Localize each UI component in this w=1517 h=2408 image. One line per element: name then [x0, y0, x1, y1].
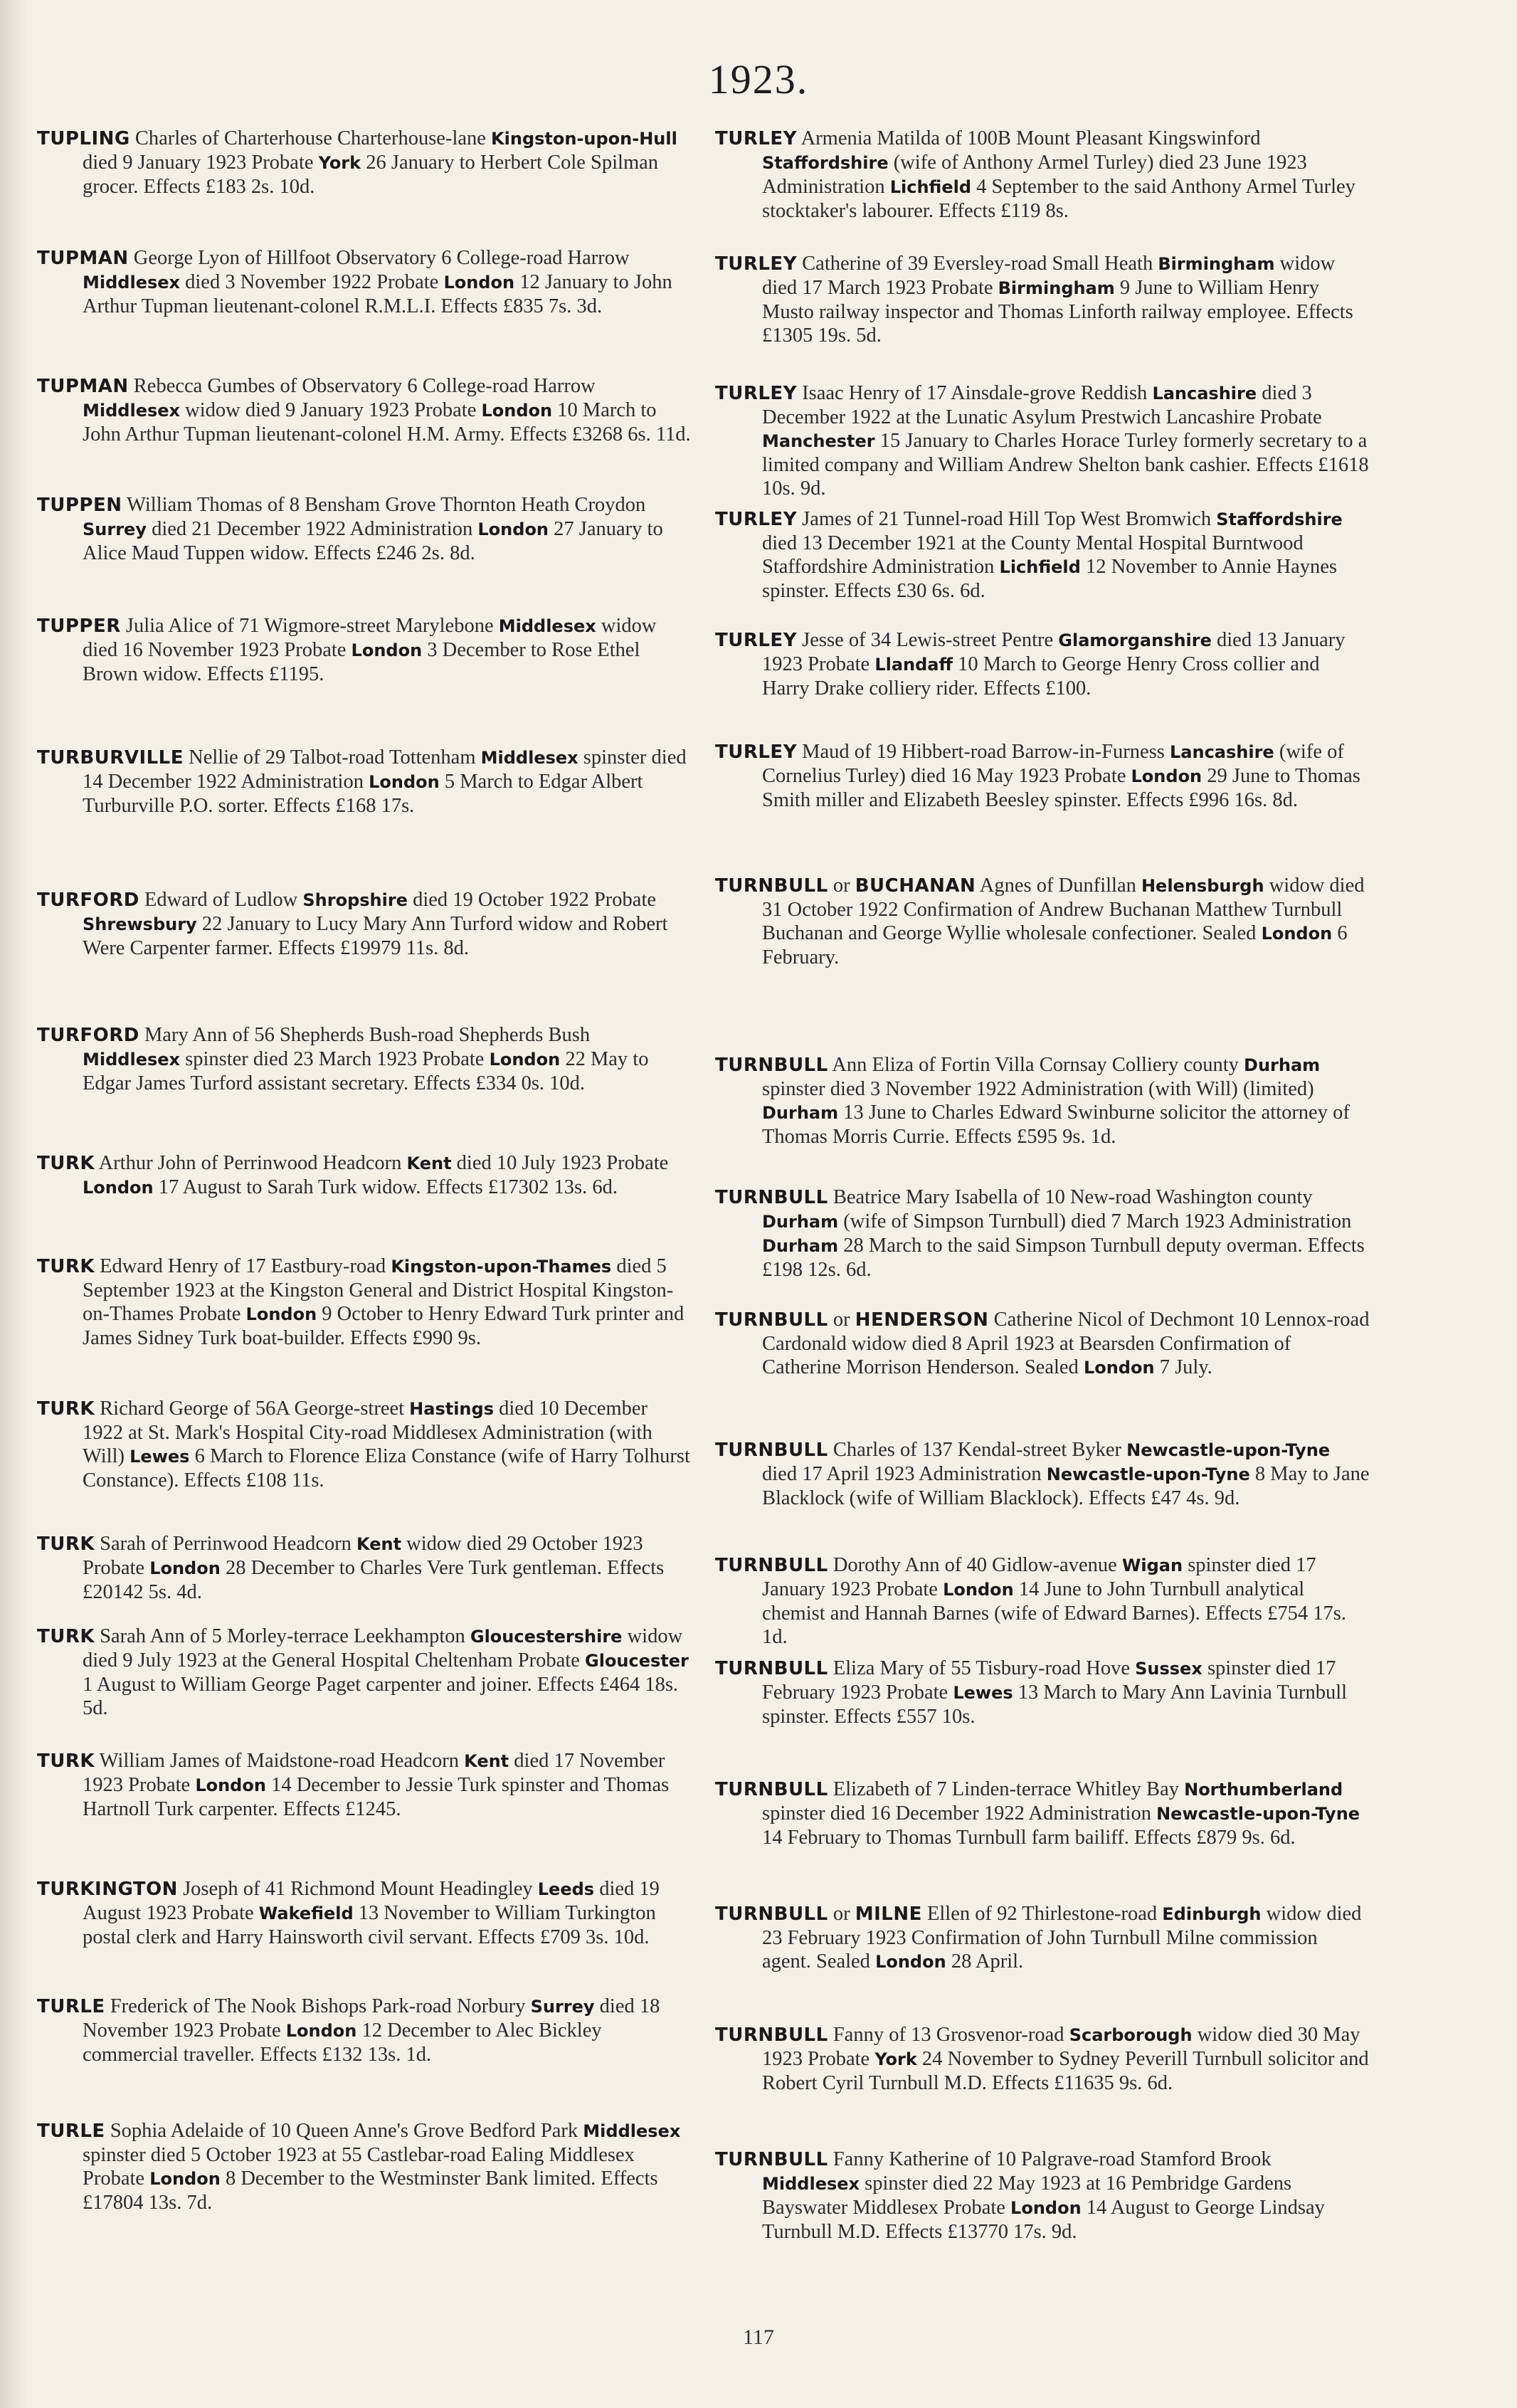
entry-place: London — [149, 1558, 221, 1578]
entry-place: Staffordshire — [762, 153, 889, 173]
entry-text: spinster died 16 December 1922 Administration — [762, 1802, 1157, 1825]
entry-text: 6 February. — [762, 922, 1348, 968]
entry-surname: TURLEY — [715, 253, 798, 275]
entry-place: Newcastle-upon-Tyne — [1126, 1440, 1331, 1460]
entry-place: Shropshire — [302, 890, 408, 910]
entry-place: London — [1010, 2198, 1082, 2218]
entry-text: died 9 January 1923 Probate — [83, 152, 319, 174]
probate-entry — [37, 1532, 692, 1604]
entry-text: 10 March to George Henry Cross collier and Harry Drake colliery rider. Effects £100. — [762, 653, 1320, 699]
entry-text: widow died 30 May 1923 Probate — [762, 2024, 1360, 2070]
probate-entry — [37, 1255, 692, 1350]
entry-text: Eliza Mary of 55 Tisbury-road Hove — [832, 1657, 1136, 1679]
entry-place: Wakefield — [258, 1903, 354, 1923]
entry-surname: TURNBULL — [715, 1903, 828, 1925]
probate-entry — [715, 1438, 1370, 1510]
probate-entry — [715, 1185, 1370, 1282]
entry-surname: TURLEY — [715, 128, 798, 149]
entry-text: died 3 December 1922 at the Lunatic Asylum Prestwich Lancashire Probate — [762, 382, 1322, 428]
probate-entry — [37, 374, 692, 446]
entry-place: Newcastle-upon-Tyne — [1046, 1464, 1250, 1484]
entry-surname: TURNBULL — [715, 1055, 828, 1076]
entry-surname: TURNBULL — [715, 1309, 828, 1331]
entry-place: Llandaff — [874, 655, 953, 675]
entry-place: London — [943, 1580, 1014, 1600]
entry-alias-surname: HENDERSON — [855, 1309, 989, 1331]
entry-surname: TUPLING — [37, 128, 130, 149]
entry-surname: TURK — [37, 1750, 95, 1772]
entry-text: William Thomas of 8 Bensham Grove Thornton Heath Croydon — [127, 494, 646, 516]
entry-surname: TURKINGTON — [37, 1879, 178, 1900]
entry-text: 12 January to John Arthur Tupman lieutenant-colonel R.M.L.I. Effects £835 7s. 3d. — [83, 271, 672, 317]
entry-place: Lewes — [953, 1683, 1013, 1703]
entry-place: Surrey — [530, 1997, 595, 2017]
entry-place: Kingston-upon-Hull — [491, 129, 677, 149]
probate-entry — [37, 1749, 692, 1821]
entry-text: widow died 29 October 1923 Probate — [83, 1533, 643, 1579]
entry-text: widow died 9 January 1923 Probate — [180, 399, 482, 421]
entry-text: widow died 16 November 1923 Probate — [83, 615, 657, 661]
entry-place: London — [83, 1178, 154, 1198]
entry-text: Mary Ann of 56 Shepherds Bush-road Shepherds Bush — [144, 1024, 591, 1046]
entry-place: Gloucestershire — [470, 1627, 623, 1647]
entry-surname: TURK — [37, 1533, 95, 1555]
entry-place: London — [369, 772, 440, 792]
entry-text: 14 December to Jessie Turk spinster and Thomas Hartnoll Turk carpenter. Effects £1245. — [83, 1774, 670, 1820]
probate-entry — [715, 2023, 1370, 2095]
probate-entry — [37, 1877, 692, 1949]
entry-text: 14 June to John Turnbull analytical chemist and Hannah Barnes (wife of Edward Barnes). Effects £754 17s. 1d. — [762, 1578, 1346, 1648]
entry-surname: TURK — [37, 1256, 95, 1277]
entry-surname: TURK — [37, 1153, 95, 1174]
entry-surname: TUPPEN — [37, 495, 122, 516]
entry-text: 22 January to Lucy Mary Ann Turford widow and Robert Were Carpenter farmer. Effects £19979 11s. 8d. — [83, 913, 668, 959]
entry-text: Charles of 137 Kendal-street Byker — [832, 1439, 1127, 1461]
entry-place: Lichfield — [889, 177, 972, 197]
entry-text: spinster died 14 December 1922 Administration — [83, 746, 687, 793]
entry-text: spinster died 17 January 1923 Probate — [762, 1554, 1316, 1600]
entry-surname: TURK — [37, 1626, 95, 1647]
entry-text: widow died 17 March 1923 Probate — [762, 253, 1336, 299]
entry-place: Kingston-upon-Thames — [391, 1257, 612, 1277]
probate-entry — [37, 127, 692, 199]
entry-text: Ellen of 92 Thirlestone-road — [921, 1903, 1163, 1925]
entry-text: Maud of 19 Hibbert-road Barrow-in-Furness — [802, 741, 1170, 763]
probate-entry — [715, 127, 1370, 223]
entry-place: Birmingham — [998, 278, 1115, 298]
probate-entry — [715, 1053, 1370, 1148]
entry-text: 13 March to Mary Ann Lavinia Turnbull spinster. Effects £557 10s. — [762, 1681, 1348, 1728]
entry-surname: TUPPER — [37, 616, 121, 637]
entry-text: James of 21 Tunnel-road Hill Top West Bromwich — [802, 508, 1217, 530]
entry-text: 13 November to William Turkington postal clerk and Harry Hainsworth civil servant. Effects £709 3s. 10d. — [83, 1902, 656, 1948]
entry-surname: TURNBULL — [715, 1658, 828, 1679]
entry-surname: TUPMAN — [37, 376, 129, 397]
entry-place: London — [477, 519, 549, 539]
entry-text: or — [832, 1903, 855, 1925]
entry-text: Agnes of Dunfillan — [976, 875, 1141, 897]
entry-place: Gloucester — [585, 1651, 689, 1671]
entry-surname: TURFORD — [37, 1025, 139, 1046]
entry-place: Durham — [762, 1103, 839, 1123]
entry-text: 6 March to Florence Eliza Constance (wife of Harry Tolhurst Constance). Effects £108 11s. — [83, 1445, 690, 1491]
entry-text: 12 December to Alec Bickley commercial traveller. Effects £132 13s. 1d. — [83, 2019, 602, 2066]
entry-place: Surrey — [83, 519, 147, 539]
entry-text: died 13 January 1923 Probate — [762, 629, 1346, 675]
page-edge-shadow — [0, 0, 27, 2408]
entry-text: Elizabeth of 7 Linden-terrace Whitley Bay — [832, 1778, 1185, 1800]
entry-text: 28 March to the said Simpson Turnbull deputy overman. Effects £198 12s. 6d. — [762, 1235, 1365, 1281]
probate-entry — [37, 246, 692, 318]
entry-surname: TURLE — [37, 1996, 105, 2017]
entry-place: Middlesex — [83, 401, 181, 421]
probate-entry — [715, 740, 1370, 812]
entry-surname: TURNBULL — [715, 875, 828, 897]
entry-place: Kent — [464, 1751, 509, 1771]
entry-place: London — [1261, 924, 1333, 944]
entry-text: Sarah of Perrinwood Headcorn — [100, 1533, 357, 1555]
entry-text: 3 December to Rose Ethel Brown widow. Effects £1195. — [83, 639, 640, 685]
entry-place: London — [1083, 1358, 1155, 1378]
entry-surname: TURNBULL — [715, 1555, 828, 1576]
entry-text: Ann Eliza of Fortin Villa Cornsay Colliery county — [832, 1054, 1244, 1076]
entry-place: Manchester — [762, 431, 875, 451]
entry-text: (wife of Cornelius Turley) died 16 May 1923 Probate — [762, 741, 1344, 787]
entry-text: died 17 April 1923 Administration — [762, 1463, 1047, 1485]
entry-place: London — [1131, 766, 1202, 786]
entry-place: Middlesex — [498, 616, 596, 636]
entry-alias-surname: BUCHANAN — [855, 875, 976, 897]
entry-place: Durham — [762, 1212, 839, 1232]
entry-surname: TURBURVILLE — [37, 747, 184, 769]
entry-text: 5 March to Edgar Albert Turburville P.O. sorter. Effects £168 17s. — [83, 771, 643, 817]
entry-text: Catherine of 39 Eversley-road Small Heath — [802, 253, 1158, 275]
entry-text: Fanny Katherine of 10 Palgrave-road Stamford Brook — [832, 2148, 1272, 2170]
entry-text: 8 December to the Westminster Bank limited. Effects £17804 13s. 7d. — [83, 2167, 658, 2214]
entry-text: Fanny of 13 Grosvenor-road — [832, 2024, 1069, 2046]
entry-text: 27 January to Alice Maud Tuppen widow. Effects £246 2s. 8d. — [83, 518, 663, 564]
entry-text: widow died 23 February 1923 Confirmation of John Turnbull Milne commission agent. Sealed — [762, 1903, 1362, 1973]
entry-text: 29 June to Thomas Smith miller and Elizabeth Beesley spinster. Effects £996 16s. 8d. — [762, 765, 1360, 811]
entry-text: died 19 October 1922 Probate — [407, 889, 657, 911]
entry-text: spinster died 23 March 1923 Probate — [180, 1048, 490, 1070]
entry-text: Edward of Ludlow — [144, 889, 303, 911]
entry-text: 28 April. — [946, 1950, 1024, 1973]
probate-entry — [715, 628, 1370, 700]
entry-place: London — [443, 273, 515, 292]
probate-entry — [715, 1778, 1370, 1849]
entry-text: 7 July. — [1154, 1356, 1212, 1378]
entry-text: Charles of Charterhouse Charterhouse-lane — [134, 127, 492, 149]
entry-place: London — [195, 1775, 266, 1795]
entry-text: 9 October to Henry Edward Turk printer and James Sidney Turk boat-builder. Effects £990 9s. — [83, 1303, 684, 1349]
entry-surname: TURNBULL — [715, 1779, 828, 1800]
entry-text: Armenia Matilda of 100B Mount Pleasant Kingswinford — [800, 127, 1261, 149]
entry-place: Leeds — [537, 1879, 595, 1899]
entry-text: 17 August to Sarah Turk widow. Effects £17302 13s. 6d. — [153, 1176, 618, 1198]
entry-place: London — [489, 1050, 561, 1070]
entry-text: 14 February to Thomas Turnbull farm bailiff. Effects £879 9s. 6d. — [762, 1827, 1296, 1849]
entry-text: spinster died 3 November 1922 Administration (with Will) (limited) — [762, 1078, 1314, 1100]
entry-text: died 10 December 1922 at St. Mark's Hospital City-road Middlesex Administration (with Will) — [83, 1398, 652, 1467]
entry-place: Middlesex — [83, 273, 181, 292]
entry-surname: TURLEY — [715, 741, 798, 763]
entry-place: London — [149, 2169, 221, 2189]
entry-place: Staffordshire — [1216, 509, 1343, 529]
entry-place: Lichfield — [999, 557, 1081, 577]
entry-text: Rebecca Gumbes of Observatory 6 College-road Harrow — [133, 375, 596, 397]
entry-text: or — [832, 1309, 855, 1331]
entry-place: Middlesex — [583, 2121, 681, 2141]
entry-place: London — [245, 1304, 317, 1324]
probate-entry — [715, 1308, 1370, 1380]
entry-text: Joseph of 41 Richmond Mount Headingley — [183, 1878, 538, 1900]
entry-place: Lewes — [130, 1447, 190, 1467]
entry-place: Middlesex — [83, 1050, 181, 1070]
entry-text: died 10 July 1923 Probate — [451, 1152, 669, 1174]
entry-place: London — [285, 2021, 357, 2041]
probate-entry — [715, 381, 1370, 500]
entry-text: Dorothy Ann of 40 Gidlow-avenue — [832, 1554, 1122, 1576]
entry-place: Newcastle-upon-Tyne — [1156, 1804, 1360, 1824]
probate-entry — [37, 1151, 692, 1200]
entry-text: 26 January to Herbert Cole Spilman grocer. Effects £183 2s. 10d. — [83, 152, 659, 198]
entry-place: Helensburgh — [1141, 876, 1264, 896]
entry-surname: TURK — [37, 1398, 95, 1420]
probate-entry — [37, 614, 692, 686]
entry-text: died 21 December 1922 Administration — [146, 518, 478, 540]
entry-text: Beatrice Mary Isabella of 10 New-road Washington county — [832, 1186, 1313, 1208]
entry-text: Julia Alice of 71 Wigmore-street Marylebone — [125, 615, 499, 637]
entry-text: Nellie of 29 Talbot-road Tottenham — [189, 746, 481, 769]
probate-entry — [715, 1657, 1370, 1728]
entry-text: Edward Henry of 17 Eastbury-road — [100, 1255, 391, 1277]
entry-surname: TURFORD — [37, 889, 139, 911]
entry-text: Catherine Nicol of Dechmont 10 Lennox-road Cardonald widow died 8 April 1923 at Bearsden Confirmation of Catherine Morrison Henderson. Sealed — [762, 1309, 1370, 1378]
entry-text: 22 May to Edgar James Turford assistant secretary. Effects £334 0s. 10d. — [83, 1048, 649, 1094]
probate-entry — [715, 507, 1370, 603]
entry-text: 10 March to John Arthur Tupman lieutenant-colonel H.M. Army. Effects £3268 6s. 11d. — [83, 399, 691, 445]
probate-entry — [37, 493, 692, 565]
entry-text: died 13 December 1921 at the County Mental Hospital Burntwood Staffordshire Administration — [762, 532, 1304, 578]
entry-surname: TURNBULL — [715, 2149, 828, 2170]
entry-place: Glamorganshire — [1058, 630, 1212, 650]
entry-text: (wife of Anthony Armel Turley) died 23 June 1923 Administration — [762, 152, 1307, 198]
entry-surname: TURLE — [37, 2121, 105, 2142]
entry-text: William James of Maidstone-road Headcorn — [99, 1750, 465, 1772]
entry-text: 24 November to Sydney Peverill Turnbull solicitor and Robert Cyril Turnbull M.D. Effects £11635 9s. 6d. — [762, 2048, 1369, 2094]
probate-entry — [37, 746, 692, 818]
probate-entry — [715, 874, 1370, 969]
entry-text: Frederick of The Nook Bishops Park-road Norbury — [110, 1995, 531, 2017]
entry-text: or — [832, 875, 855, 897]
entry-place: Northumberland — [1184, 1780, 1343, 1800]
entry-surname: TUPMAN — [37, 248, 129, 269]
entry-text: 12 November to Annie Haynes spinster. Effects £30 6s. 6d. — [762, 556, 1337, 602]
entry-text: 15 January to Charles Horace Turley formerly secretary to a limited company and William Andrew Shelton bank cashier. Effects £1618 10s. 9d. — [762, 430, 1369, 500]
entry-surname: TURNBULL — [715, 1440, 828, 1461]
entry-place: York — [318, 153, 361, 173]
entry-text: spinster died 17 February 1923 Probate — [762, 1657, 1336, 1704]
entry-text: Sophia Adelaide of 10 Queen Anne's Grove Bedford Park — [110, 2120, 583, 2142]
page-year: 1923. — [708, 56, 809, 102]
entry-surname: TURLEY — [715, 509, 798, 530]
entry-text: died 3 November 1922 Probate — [180, 271, 444, 293]
probate-entry — [37, 2119, 692, 2214]
probate-entry — [37, 1023, 692, 1095]
entry-place: Lancashire — [1170, 742, 1274, 762]
probate-entry — [715, 2148, 1370, 2244]
entry-text: 9 June to William Henry Musto railway inspector and Thomas Linforth railway employee. Effects £1305 19s. 5d. — [762, 277, 1353, 347]
entry-surname: TURLEY — [715, 383, 798, 404]
entry-text: died 5 September 1923 at the Kingston General and District Hospital Kingston-on-Thames Probate — [83, 1255, 674, 1325]
entry-text: died 18 November 1923 Probate — [83, 1995, 660, 2042]
entry-place: Scarborough — [1069, 2025, 1193, 2045]
entry-place: Durham — [762, 1236, 839, 1256]
entry-place: Wigan — [1121, 1556, 1183, 1575]
entry-surname: TURNBULL — [715, 2024, 828, 2046]
entry-surname: TURNBULL — [715, 1187, 828, 1208]
entry-text: 8 May to Jane Blacklock (wife of William Blacklock). Effects £47 4s. 9d. — [762, 1463, 1370, 1509]
entry-place: Hastings — [409, 1399, 494, 1419]
entry-text: spinster died 22 May 1923 at 16 Pembridge Gardens Bayswater Middlesex Probate — [762, 2172, 1292, 2219]
entry-place: York — [874, 2049, 917, 2069]
entry-place: Lancashire — [1152, 384, 1257, 403]
entry-text: Sarah Ann of 5 Morley-terrace Leekhampton — [100, 1625, 470, 1647]
entry-text: Richard George of 56A George-street — [100, 1398, 410, 1420]
entry-text: spinster died 5 October 1923 at 55 Castlebar-road Ealing Middlesex Probate — [83, 2144, 635, 2190]
entry-place: Sussex — [1135, 1659, 1202, 1679]
entry-place: Middlesex — [762, 2174, 860, 2194]
entry-text: 28 December to Charles Vere Turk gentleman. Effects £20142 5s. 4d. — [83, 1557, 665, 1603]
entry-place: London — [875, 1952, 946, 1972]
entry-place: London — [351, 640, 423, 660]
entry-surname: TURLEY — [715, 630, 798, 651]
probate-entry — [37, 1995, 692, 2066]
entry-alias-surname: MILNE — [855, 1903, 922, 1925]
entry-text: died 17 November 1923 Probate — [83, 1750, 665, 1796]
entry-place: Birmingham — [1158, 254, 1275, 274]
entry-place: Middlesex — [480, 748, 578, 768]
entry-text: 1 August to William George Paget carpenter and joiner. Effects £464 18s. 5d. — [83, 1674, 679, 1719]
probate-entry — [715, 1902, 1370, 1974]
probate-entry — [37, 1397, 692, 1492]
entry-text: died 19 August 1923 Probate — [83, 1878, 660, 1924]
entry-place: Durham — [1244, 1055, 1321, 1075]
entry-place: Kent — [356, 1534, 402, 1554]
entry-text: 14 August to George Lindsay Turnbull M.D. Effects £13770 17s. 9d. — [762, 2197, 1325, 2243]
entry-text: Jesse of 34 Lewis-street Pentre — [802, 629, 1059, 651]
probate-entry — [37, 1625, 692, 1720]
entry-text: Isaac Henry of 17 Ainsdale-grove Reddish — [802, 382, 1153, 404]
entry-place: Edinburgh — [1162, 1904, 1262, 1924]
entry-text: 4 September to the said Anthony Armel Turley stocktaker's labourer. Effects £119 8s. — [762, 176, 1355, 222]
probate-entry — [37, 888, 692, 960]
entry-place: Kent — [406, 1153, 452, 1173]
entry-place: Shrewsbury — [83, 914, 197, 934]
entry-place: London — [481, 401, 553, 421]
entry-text: Arthur John of Perrinwood Headcorn — [98, 1152, 407, 1174]
entry-text: widow died 31 October 1922 Confirmation of Andrew Buchanan Matthew Turnbull Buchanan and George Wyllie wholesale confectioner. Sealed — [762, 875, 1365, 944]
page-number: 117 — [743, 2325, 774, 2349]
entry-text: (wife of Simpson Turnbull) died 7 March 1923 Administration — [838, 1210, 1352, 1232]
entry-text: 13 June to Charles Edward Swinburne solicitor the attorney of Thomas Morris Currie. Effects £595 9s. 1d. — [762, 1102, 1350, 1148]
entry-text: widow died 9 July 1923 at the General Hospital Cheltenham Probate — [83, 1625, 683, 1672]
probate-entry — [715, 252, 1370, 347]
probate-entry — [715, 1553, 1370, 1649]
entry-text: George Lyon of Hillfoot Observatory 6 College-road Harrow — [133, 247, 630, 269]
